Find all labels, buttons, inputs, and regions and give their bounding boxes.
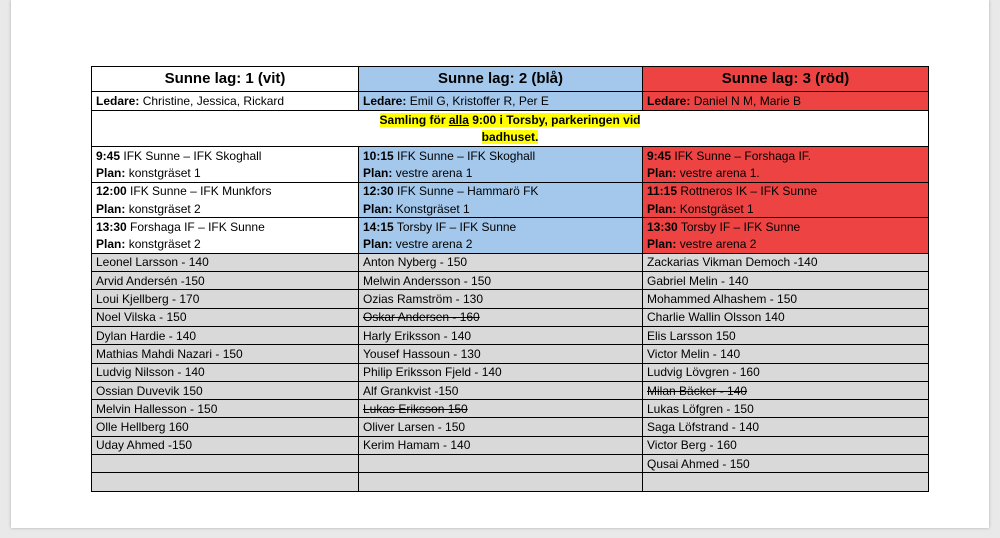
team2-leaders: Ledare: Emil G, Kristoffer R, Per E: [359, 92, 643, 111]
plan-cell: Plan: Konstgräset 1: [643, 200, 929, 218]
match-cell: 12:30 IFK Sunne – Hammarö FK: [359, 182, 643, 200]
team1-title: Sunne lag: 1 (vit): [92, 67, 359, 92]
player-cell: Arvid Andersén -150: [92, 272, 359, 290]
match-cell: 13:30 Forshaga IF – IFK Sunne: [92, 218, 359, 236]
team3-leaders: Ledare: Daniel N M, Marie B: [643, 92, 929, 111]
player-cell: Milan Bäcker - 140: [643, 381, 929, 399]
player-row: [92, 290, 929, 308]
player-cell: Noel Vilska - 150: [92, 308, 359, 326]
document-page: [11, 0, 989, 528]
player-cell: Ozias Ramström - 130: [359, 290, 643, 308]
player-row: [92, 363, 929, 381]
player-row: [92, 436, 929, 454]
match-cell: 12:00 IFK Sunne – IFK Munkfors: [92, 182, 359, 200]
match-row: [92, 182, 929, 200]
player-cell: Melvin Hallesson - 150: [92, 400, 359, 418]
match-cell: 9:45 IFK Sunne – Forshaga IF.: [643, 147, 929, 165]
player-cell: Olle Hellberg 160: [92, 418, 359, 436]
player-cell: Victor Berg - 160: [643, 436, 929, 454]
match-cell: 14:15 Torsby IF – IFK Sunne: [359, 218, 643, 236]
player-cell: Lukas Löfgren - 150: [643, 400, 929, 418]
player-cell: Gabriel Melin - 140: [643, 272, 929, 290]
player-cell: [359, 455, 643, 473]
plan-cell: Plan: vestre arena 1.: [643, 164, 929, 182]
player-cell: [359, 473, 643, 491]
plan-cell: Plan: vestre arena 1: [359, 164, 643, 182]
player-row: [92, 418, 929, 436]
player-cell: [92, 455, 359, 473]
player-row: [92, 308, 929, 326]
player-cell: Leonel Larsson - 140: [92, 253, 359, 271]
player-row: [92, 400, 929, 418]
player-cell: Anton Nyberg - 150: [359, 253, 643, 271]
player-row: [92, 326, 929, 344]
player-cell: Mohammed Alhashem - 150: [643, 290, 929, 308]
player-cell: Ludvig Lövgren - 160: [643, 363, 929, 381]
player-cell: Qusai Ahmed - 150: [643, 455, 929, 473]
plan-cell: Plan: vestre arena 2: [643, 235, 929, 253]
match-cell: 10:15 IFK Sunne – IFK Skoghall: [359, 147, 643, 165]
team3-title: Sunne lag: 3 (röd): [643, 67, 929, 92]
player-row: [92, 345, 929, 363]
match-cell: 9:45 IFK Sunne – IFK Skoghall: [92, 147, 359, 165]
plan-cell: Plan: Konstgräset 1: [359, 200, 643, 218]
player-cell: [92, 473, 359, 491]
player-cell: Ludvig Nilsson - 140: [92, 363, 359, 381]
player-cell: Ossian Duvevik 150: [92, 381, 359, 399]
player-cell: Saga Löfstrand - 140: [643, 418, 929, 436]
team1-leaders: Ledare: Christine, Jessica, Rickard: [92, 92, 359, 111]
player-cell: Uday Ahmed -150: [92, 436, 359, 454]
player-cell: Harly Eriksson - 140: [359, 326, 643, 344]
player-cell: Elis Larsson 150: [643, 326, 929, 344]
player-cell: Philip Eriksson Fjeld - 140: [359, 363, 643, 381]
plan-row: [92, 164, 929, 182]
player-cell: Charlie Wallin Olsson 140: [643, 308, 929, 326]
plan-cell: Plan: konstgräset 2: [92, 235, 359, 253]
player-cell: Victor Melin - 140: [643, 345, 929, 363]
leaders-row: [92, 92, 929, 111]
plan-row: [92, 235, 929, 253]
player-cell: Melwin Andersson - 150: [359, 272, 643, 290]
player-row: [92, 455, 929, 473]
player-cell: Dylan Hardie - 140: [92, 326, 359, 344]
match-cell: 13:30 Torsby IF – IFK Sunne: [643, 218, 929, 236]
player-row: [92, 272, 929, 290]
header-row: [92, 67, 929, 92]
gathering-row: [92, 111, 929, 147]
player-cell: Oliver Larsen - 150: [359, 418, 643, 436]
player-cell: Kerim Hamam - 140: [359, 436, 643, 454]
player-cell: Oskar Andersen - 160: [359, 308, 643, 326]
player-cell: [643, 473, 929, 491]
plan-cell: Plan: vestre arena 2: [359, 235, 643, 253]
player-cell: Mathias Mahdi Nazari - 150: [92, 345, 359, 363]
player-cell: Yousef Hassoun - 130: [359, 345, 643, 363]
player-row: [92, 253, 929, 271]
plan-cell: Plan: konstgräset 1: [92, 164, 359, 182]
schedule-table: [91, 66, 929, 492]
player-row: [92, 473, 929, 491]
plan-row: [92, 200, 929, 218]
player-cell: Lukas Eriksson 150: [359, 400, 643, 418]
player-cell: Alf Grankvist -150: [359, 381, 643, 399]
gathering-note: Samling för alla 9:00 i Torsby, parkeringen vid badhuset.: [92, 111, 929, 147]
match-cell: 11:15 Rottneros IK – IFK Sunne: [643, 182, 929, 200]
team2-title: Sunne lag: 2 (blå): [359, 67, 643, 92]
match-row: [92, 218, 929, 236]
match-row: [92, 147, 929, 165]
player-row: [92, 381, 929, 399]
player-cell: Loui Kjellberg - 170: [92, 290, 359, 308]
player-cell: Zackarias Vikman Democh -140: [643, 253, 929, 271]
plan-cell: Plan: konstgräset 2: [92, 200, 359, 218]
